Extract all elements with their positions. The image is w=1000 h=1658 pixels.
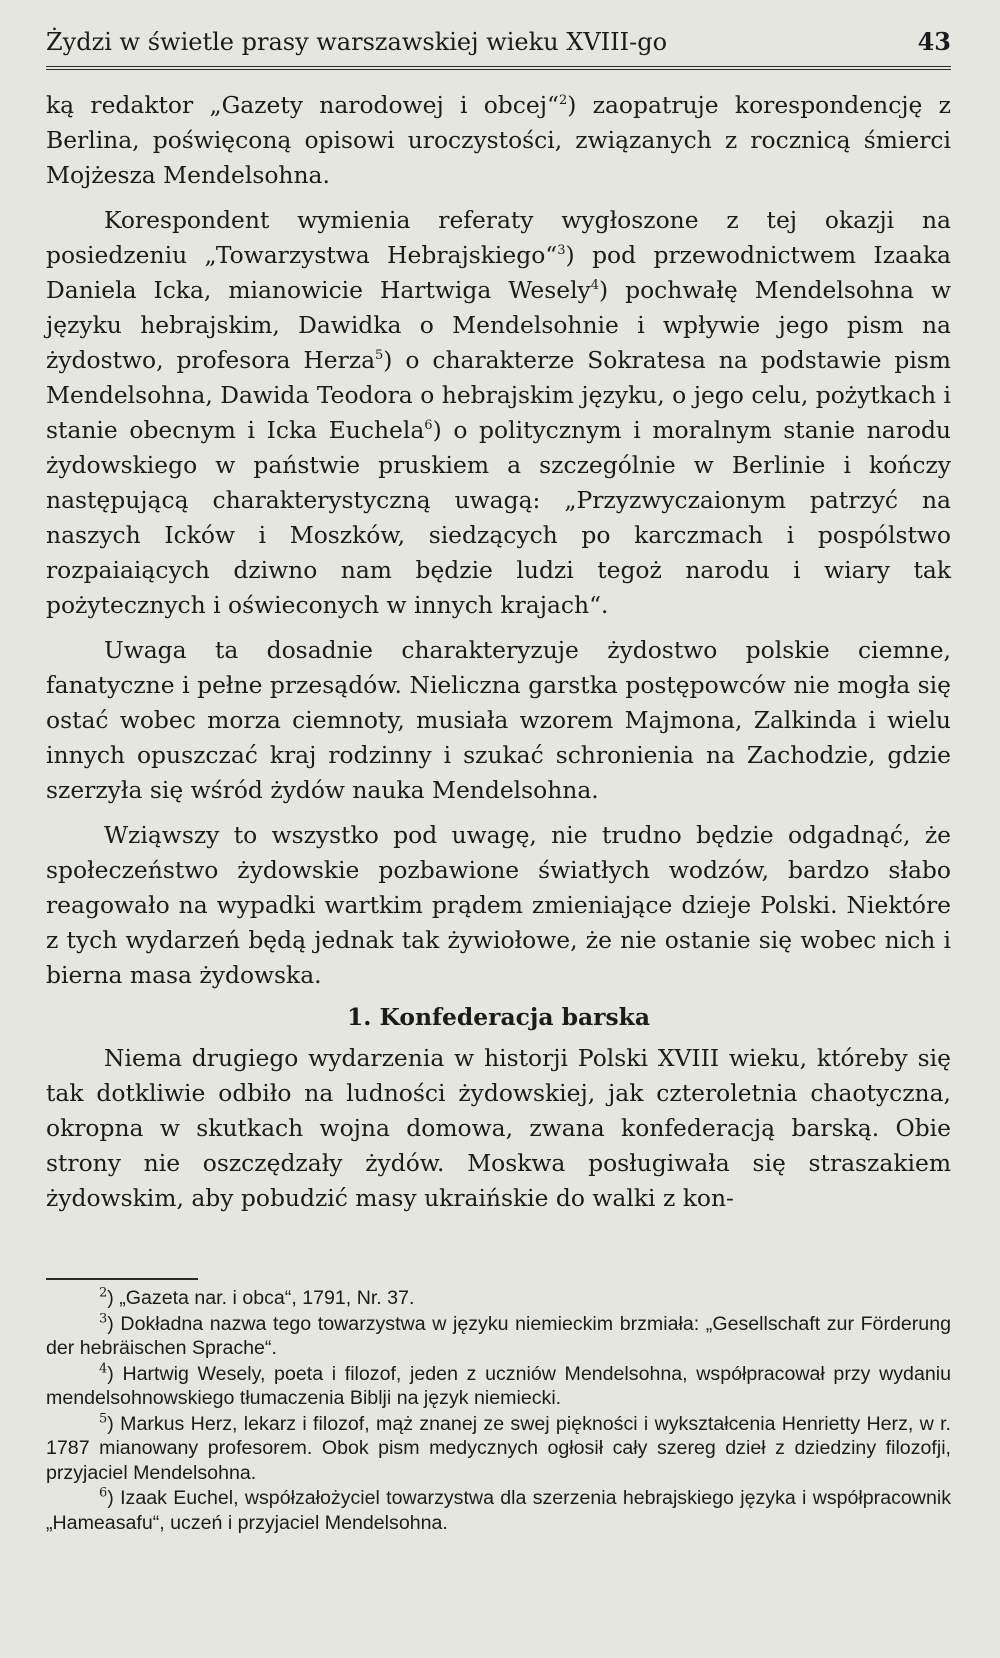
footnote-text: ) Dokładna nazwa tego towarzystwa w języku niemieckim brzmiała: „Gesellschaft zur Förderung der hebräischen Sprache“. — [46, 1312, 951, 1359]
footnote-ref: 2 — [558, 93, 568, 109]
footnote-text: ) Izaak Euchel, współzałożyciel towarzystwa dla szerzenia hebrajskiego języka i współpracownik „Hameasafu“, uczeń i przyjaciel Mendelsohna. — [46, 1487, 951, 1534]
footnote-text: ) Hartwig Wesely, poeta i filozof, jeden z uczniów Mendelsohna, współpracował przy wydaniu mendelsohnowskiego tłumaczenia Biblji na język niemiecki. — [46, 1362, 951, 1409]
footnote-mark: 3 — [99, 1310, 108, 1326]
footnotes — [46, 1286, 951, 1536]
footnote-mark: 4 — [99, 1360, 108, 1376]
footnote-ref: 6 — [424, 418, 433, 434]
text-run: Wziąwszy to wszystko pod uwagę, nie trudno będzie odgadnąć, że społeczeństwo żydowskie pozbawione światłych wodzów, bardzo słabo reagowało na wypadki wartkim prądem zmieniające dzieje Polski. Niektóre z tych wydarzeń będą jednak tak żywiołowe, że nie ostanie się wobec nich i bierna masa żydowska. — [46, 821, 951, 989]
section-heading: 1. Konfederacja barska — [346, 1003, 651, 1031]
text-run: ) o politycznym i moralnym stanie narodu żydowskiego w państwie pruskiem a szczególnie w Berlinie i kończy następującą charakterystyczną uwagą: „Przyzwyczaionym patrzyć na naszych Icków i Moszków, siedzących po karczmach i pospólstwo rozpaiaiących dziwno nam będzie ludzi tegoż narodu i wiary tak pożytecznych i oświeconych w innych krajach“. — [46, 416, 951, 619]
paragraph — [46, 633, 951, 808]
paragraph — [46, 1041, 951, 1216]
paragraph-list — [46, 88, 951, 993]
text-run: ) o charakterze Sokratesa na podstawie pism Mendelsohna, Dawida Teodora o hebrajskim języku, o jego celu, pożytkach i stanie obecnym i Icka Euchela — [46, 346, 951, 444]
footnote-rule — [46, 1278, 198, 1280]
text-run: ką redaktor „Gazety narodowej i obcej“ — [46, 91, 559, 119]
footnote — [46, 1286, 951, 1311]
footnote-mark: 5 — [99, 1410, 108, 1426]
running-title: Żydzi w świetle prasy warszawskiej wieku XVIII-go — [46, 28, 668, 56]
text-run: Uwaga ta dosadnie charakteryzuje żydostwo polskie ciemne, fanatyczne i pełne przesądów. Nieliczna garstka postępowców nie mogła się ostać wobec morza ciemnoty, musiała wzorem Majmona, Zalkinda i wielu innych opuszczać kraj rodzinny i szukać schronienia na Zachodzie, gdzie szerzyła się wśród żydów nauka Mendelsohna. — [46, 636, 951, 804]
header-rule — [46, 66, 951, 70]
text-run: Korespondent wymienia referaty wygłoszone z tej okazji na posiedzeniu „Towarzystwa Hebrajskiego“ — [46, 206, 951, 269]
paragraph — [46, 88, 951, 193]
main-text — [46, 88, 951, 1216]
footnote — [46, 1412, 951, 1486]
footnote-mark: 2 — [99, 1285, 108, 1301]
footnote — [46, 1362, 951, 1411]
footnote-mark: 6 — [99, 1485, 108, 1501]
footnote-ref: 4 — [590, 278, 600, 294]
running-header — [46, 22, 951, 62]
footnote-ref: 5 — [375, 348, 384, 364]
footnote-text: ) Markus Herz, lekarz i filozof, mąż znanej ze swej piękności i wykształcenia Henrietty Herz, w r. 1787 mianowany profesorem. Obok pism medycznych ogłosił cały szereg dzieł z dziedziny filozofji, przyjaciel Mendelsohna. — [46, 1412, 951, 1484]
paragraph — [46, 818, 951, 993]
text-run: ) pochwałę Mendelsohna w języku hebrajskim, Dawidka o Mendelsohnie i wpływie jego pism na żydostwo, profesora Herza — [46, 276, 951, 374]
paragraph — [46, 203, 951, 623]
section-paragraph-list — [46, 1041, 951, 1216]
text-run: ) zaopatruje korespondencję z Berlina, poświęconą opisowi uroczystości, związanych z rocznicą śmierci Mojżesza Mendelsohna. — [46, 91, 951, 189]
footnote-text: ) „Gazeta nar. i obca“, 1791, Nr. 37. — [107, 1287, 415, 1309]
footnote — [46, 1486, 951, 1535]
footnote-ref: 3 — [557, 243, 566, 259]
footnote — [46, 1312, 951, 1361]
page-number: 43 — [917, 27, 951, 56]
text-run: Niema drugiego wydarzenia w historji Polski XVIII wieku, któreby się tak dotkliwie odbiło na ludności żydowskiej, jak czteroletnia chaotyczna, okropna w skutkach wojna domowa, zwana konfederacją barską. Obie strony nie oszczędzały żydów. Moskwa posługiwała się straszakiem żydowskim, aby pobudzić masy ukraińskie do walki z kon- — [46, 1044, 951, 1212]
text-run: ) pod przewodnictwem Izaaka Daniela Icka, mianowicie Hartwiga Wesely — [46, 241, 951, 304]
